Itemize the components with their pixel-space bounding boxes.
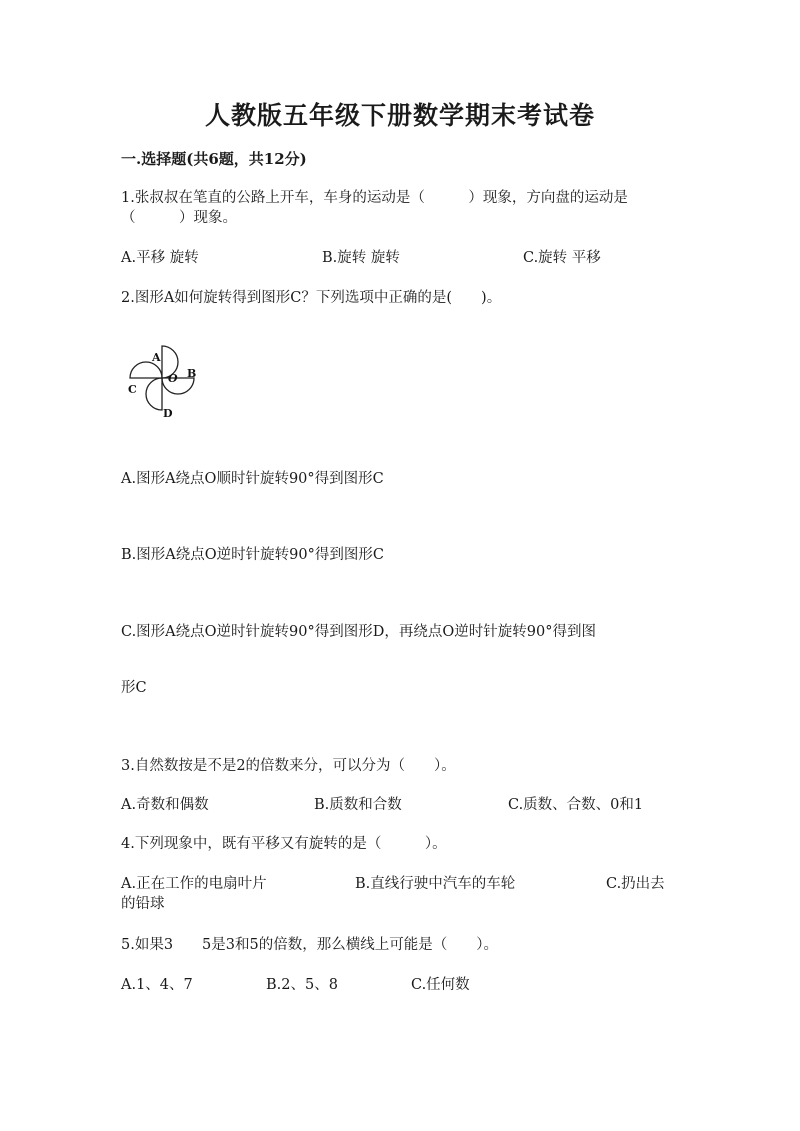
q2-option-c-line1: C.图形A绕点O逆时针旋转90°得到图形D，再绕点O逆时针旋转90°得到图	[121, 624, 596, 640]
q5-option-b: B.2、5、8	[266, 977, 338, 993]
q5-option-a: A.1、4、7	[121, 977, 193, 993]
q2-text: 2.图形A如何旋转得到图形C？下列选项中正确的是( )。	[121, 290, 502, 306]
q1-option-c: C.旋转 平移	[523, 250, 601, 266]
q1-text-line1: 1.张叔叔在笔直的公路上开车，车身的运动是（ ）现象，方向盘的运动是	[121, 190, 628, 206]
q1-option-a: A.平移 旋转	[121, 250, 199, 266]
q3-option-a: A.奇数和偶数	[121, 797, 209, 813]
section-heading: 一.选择题(共6题，共12分)	[121, 150, 307, 168]
figure-label-c: C	[128, 383, 137, 396]
page-title: 人教版五年级下册数学期末考试卷	[204, 101, 595, 130]
q4-text: 4.下列现象中，既有平移又有旋转的是（ ）。	[121, 836, 447, 852]
rotation-figure	[118, 340, 218, 432]
q4-option-a: A.正在工作的电扇叶片	[121, 876, 267, 892]
q5-text: 5.如果3 5是3和5的倍数，那么横线上可能是（ ）。	[121, 937, 498, 953]
q1-text-line2: （ ）现象。	[121, 210, 237, 226]
q3-option-c: C.质数、合数、0和1	[508, 797, 644, 813]
figure-label-b: B	[187, 367, 197, 380]
q4-option-c-cont: 的铅球	[121, 896, 165, 912]
q3-text: 3.自然数按是不是2的倍数来分，可以分为（ ）。	[121, 758, 456, 774]
q3-option-b: B.质数和合数	[314, 797, 402, 813]
q2-option-a: A.图形A绕点O顺时针旋转90°得到图形C	[121, 471, 384, 487]
q2-option-c-line2: 形C	[121, 680, 147, 696]
figure-label-o: O	[168, 372, 178, 385]
q4-option-c: C.扔出去	[606, 876, 665, 892]
q4-option-b: B.直线行驶中汽车的车轮	[355, 876, 516, 892]
shape-b	[162, 378, 194, 394]
shape-d	[146, 378, 162, 410]
q1-option-b: B.旋转 旋转	[322, 250, 400, 266]
figure-label-a: A	[152, 351, 161, 364]
shape-c	[130, 362, 162, 378]
q2-option-b: B.图形A绕点O逆时针旋转90°得到图形C	[121, 547, 384, 563]
q5-option-c: C.任何数	[411, 977, 470, 993]
figure-label-d: D	[163, 407, 173, 420]
